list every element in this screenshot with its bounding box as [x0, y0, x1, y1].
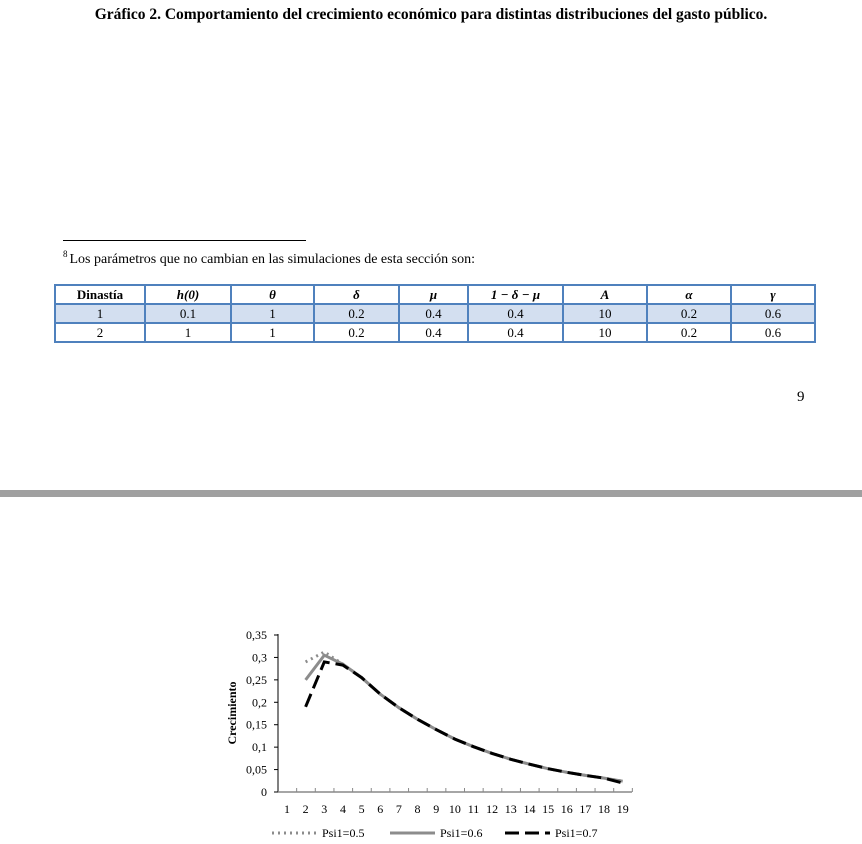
cell: 0.2: [647, 323, 731, 342]
x-tick-label: 11: [467, 802, 480, 816]
y-ticks: [246, 628, 278, 799]
x-tick-label: 9: [433, 802, 440, 816]
legend-label: Psi1=0.6: [440, 826, 483, 840]
table-row: [55, 304, 815, 323]
cell: 1: [55, 304, 145, 323]
y-axis-label: Crecimiento: [225, 681, 239, 745]
table-row: [55, 323, 815, 342]
cell: 10: [563, 323, 647, 342]
x-tick-label: 19: [616, 802, 629, 816]
cell: 0.6: [731, 323, 815, 342]
series-lines: [306, 652, 623, 783]
header-dinastia: Dinastía: [55, 285, 145, 304]
series-line-psi1-0-6: [306, 655, 623, 781]
x-tick-label: 10: [448, 802, 461, 816]
cell: 2: [55, 323, 145, 342]
x-tick-label: 2: [302, 802, 309, 816]
y-tick-label: 0: [261, 785, 267, 799]
cell: 0.4: [468, 304, 563, 323]
y-tick-label: 0,25: [246, 672, 267, 687]
y-tick-label: 0,2: [252, 695, 267, 710]
y-tick-label: 0,35: [246, 628, 267, 642]
footnote-text: Los parámetros que no cambian en las simulaciones de esta sección son:: [69, 252, 475, 267]
header-theta: θ: [231, 285, 314, 304]
cell: 0.4: [468, 323, 563, 342]
x-tick-label: 5: [358, 802, 365, 816]
footnote: [63, 249, 475, 268]
cell: 0.2: [647, 304, 731, 323]
cell: 0.1: [145, 304, 231, 323]
x-tick-label: 13: [504, 802, 517, 816]
header-one-minus: 1 − δ − μ: [468, 285, 563, 304]
x-tick-label: 14: [523, 802, 536, 816]
header-alpha: α: [647, 285, 731, 304]
page-divider: [0, 490, 862, 497]
footnote-number: 8: [63, 249, 68, 259]
x-tick-label: 15: [542, 802, 555, 816]
cell: 1: [231, 323, 314, 342]
cell: 1: [145, 323, 231, 342]
x-tick-label: 12: [486, 802, 499, 816]
legend-label: Psi1=0.5: [322, 826, 365, 840]
cell: 10: [563, 304, 647, 323]
x-tick-label: 6: [377, 802, 384, 816]
y-tick-label: 0,1: [252, 740, 267, 755]
footnote-rule: [63, 240, 306, 241]
table-header-row: [55, 285, 815, 304]
x-tick-label: 8: [414, 802, 421, 816]
y-tick-label: 0,3: [252, 650, 267, 665]
parameters-table: [54, 284, 816, 343]
cell: 1: [231, 304, 314, 323]
series-line-psi1-0-7: [306, 662, 623, 783]
cell: 0.4: [399, 323, 468, 342]
x-tick-label: 4: [339, 802, 346, 816]
header-h0: h(0): [145, 285, 231, 304]
cell: 0.6: [731, 304, 815, 323]
cell: 0.2: [314, 323, 399, 342]
page-number: 9: [797, 389, 805, 405]
y-tick-label: 0,15: [246, 717, 267, 732]
x-tick-label: 17: [579, 802, 592, 816]
header-a: A: [563, 285, 647, 304]
y-tick-label: 0,05: [246, 762, 267, 777]
header-mu: μ: [399, 285, 468, 304]
x-tick-label: 7: [395, 802, 402, 816]
header-gamma: γ: [731, 285, 815, 304]
x-tick-label: 1: [284, 802, 290, 816]
cell: 0.4: [399, 304, 468, 323]
x-tick-label: 16: [560, 802, 573, 816]
x-tick-label: 18: [598, 802, 611, 816]
header-delta: δ: [314, 285, 399, 304]
growth-chart: [0, 600, 862, 844]
cell: 0.2: [314, 304, 399, 323]
x-tick-label: 3: [321, 802, 328, 816]
figure-caption: Gráfico 2. Comportamiento del crecimiento económico para distintas distribuciones del gasto público.: [94, 6, 768, 23]
legend-label: Psi1=0.7: [555, 826, 598, 840]
legend: [272, 826, 597, 840]
